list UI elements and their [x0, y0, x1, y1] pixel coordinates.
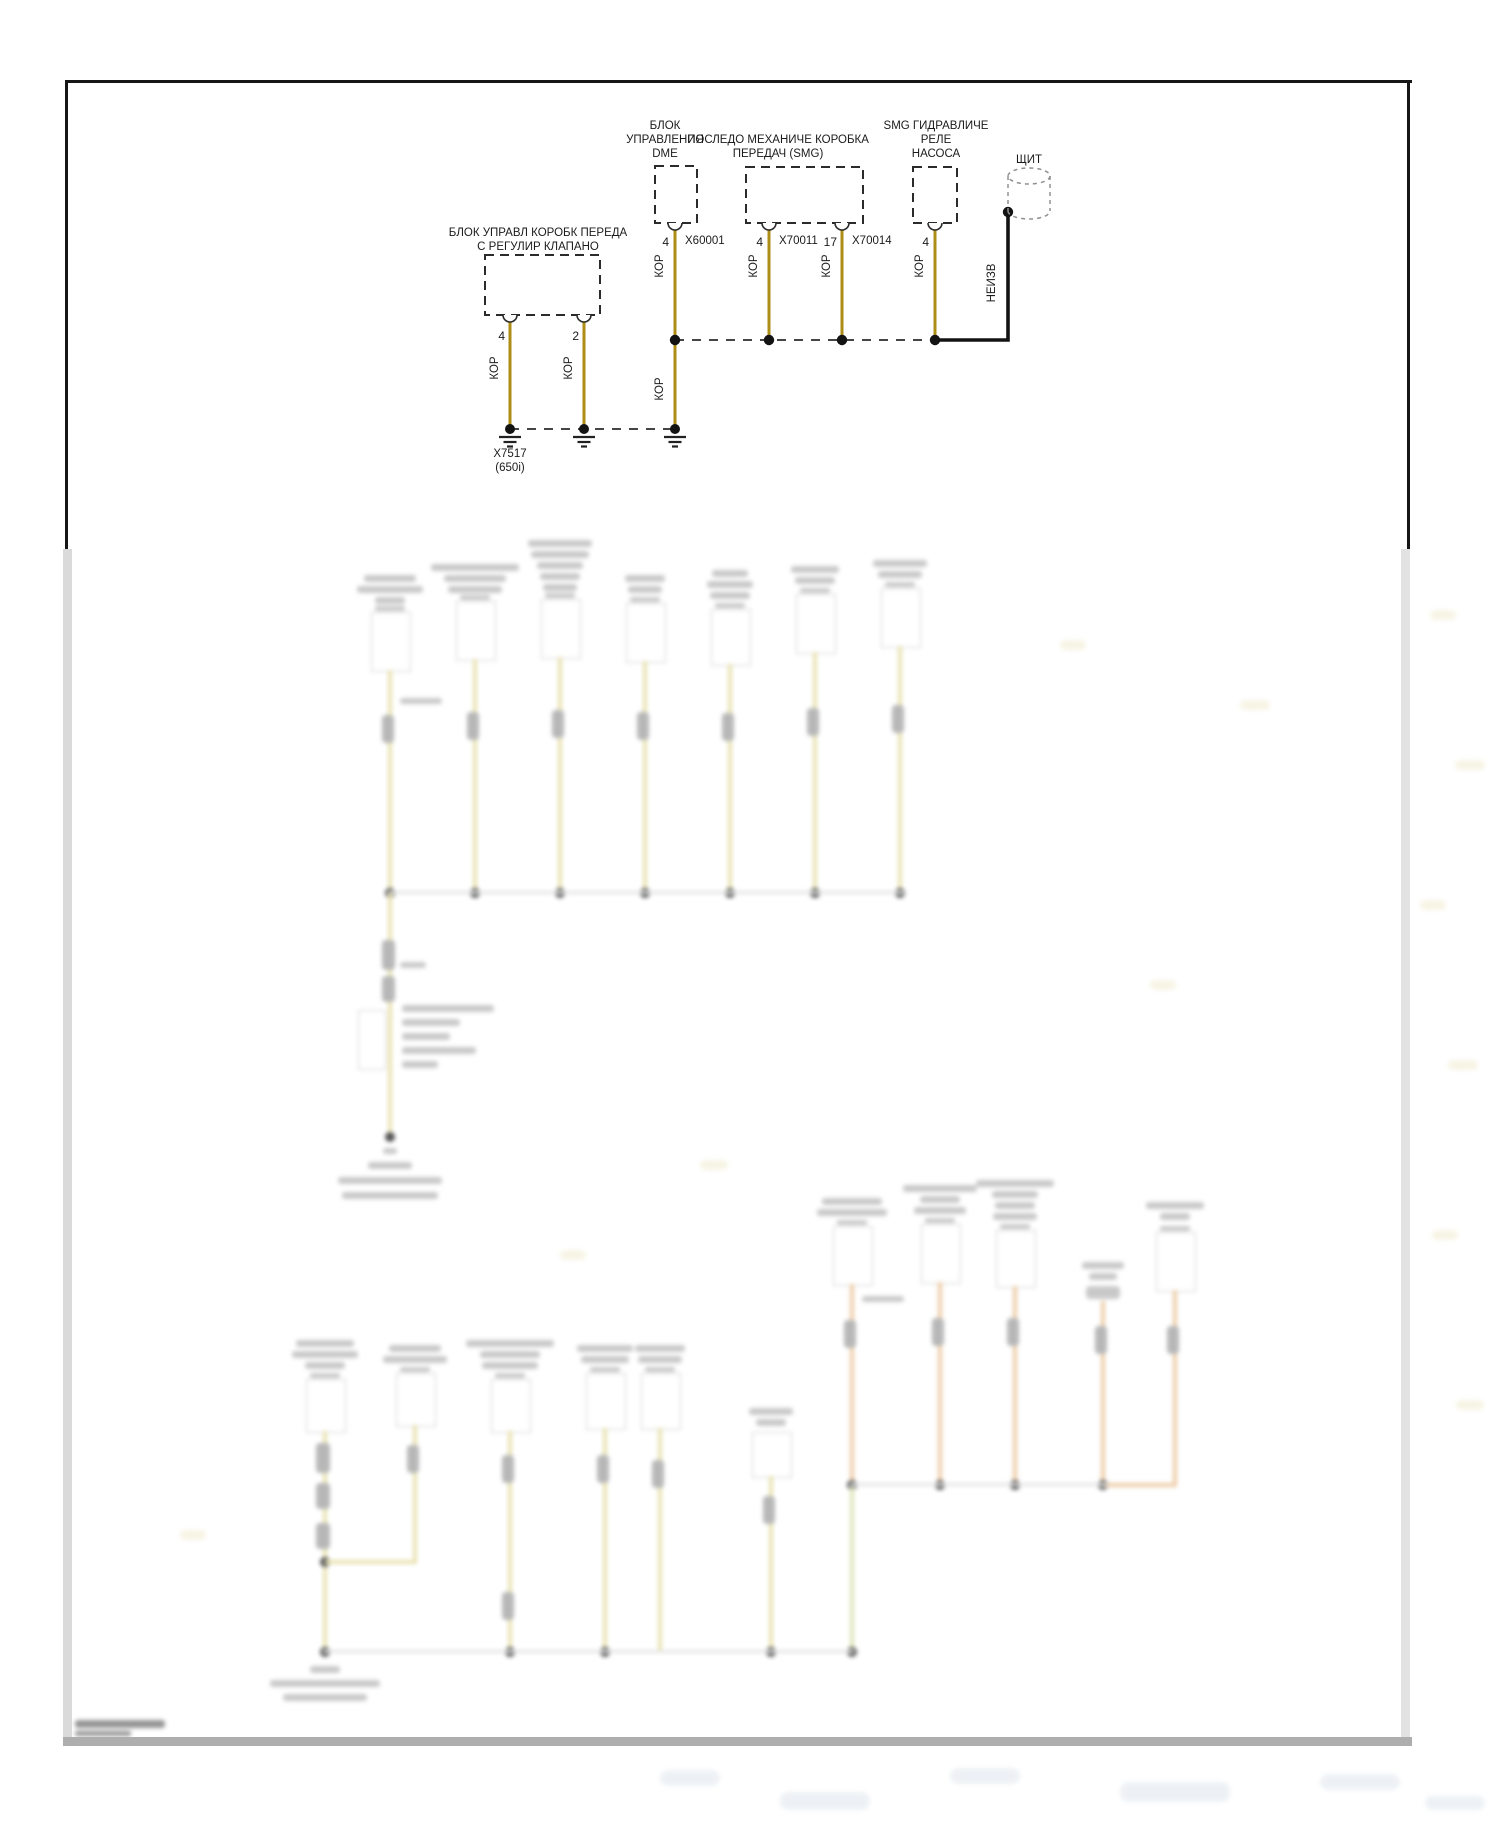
pin-notch-relay-4	[928, 223, 942, 230]
faded-shape	[645, 1367, 675, 1372]
junction-dot	[930, 335, 940, 345]
tcu-component-box	[485, 255, 600, 315]
faded-shape	[1095, 1326, 1107, 1354]
faded-shape	[995, 1202, 1035, 1209]
pin-notch-smg-17	[835, 223, 849, 230]
faded-shape	[402, 1061, 438, 1068]
faded-shape	[795, 577, 835, 584]
faded-shape	[306, 1379, 346, 1433]
faded-shape	[383, 1356, 447, 1363]
faded-shape	[480, 1351, 540, 1358]
faded-shape	[388, 670, 392, 893]
wire-color-label: КОР	[821, 254, 833, 278]
faded-shape	[850, 1487, 854, 1652]
faded-shape	[752, 1432, 792, 1478]
faded-shape	[850, 1284, 854, 1487]
faded-shape	[400, 1367, 430, 1372]
faded-shape	[342, 1192, 438, 1199]
faded-shape	[641, 1373, 681, 1430]
faded-shape	[597, 1455, 609, 1483]
faded-shape	[540, 573, 580, 580]
faded-shape	[938, 1282, 942, 1487]
faded-shape	[817, 1209, 887, 1216]
faded-shape	[382, 976, 395, 1002]
smg-label-line1: ПОСЛЕДО МЕХАНИЧЕ КОРОБКА	[687, 134, 869, 146]
pump-relay-label-line2: РЕЛЕ	[920, 134, 952, 146]
smg-component-box	[746, 167, 863, 223]
pin-notch-tcu-4	[503, 315, 517, 322]
faded-shape	[822, 1198, 882, 1205]
faded-shape	[1160, 1226, 1190, 1231]
faded-shape	[1425, 1796, 1485, 1810]
faded-shape	[491, 1379, 531, 1433]
faded-shape	[270, 1680, 380, 1687]
faded-shape	[712, 570, 748, 577]
page-border-right-faded	[1401, 549, 1410, 1739]
pin-number: 4	[662, 235, 669, 249]
faded-shape	[1456, 1400, 1484, 1410]
faded-shape	[1007, 1318, 1019, 1346]
faded-shape	[388, 891, 904, 894]
faded-shape	[75, 1720, 165, 1728]
faded-shape	[1000, 1224, 1030, 1229]
faded-shape	[586, 1373, 626, 1430]
faded-shape	[710, 592, 750, 599]
pin-number: 17	[823, 235, 837, 249]
ground-connector-variant: (650i)	[495, 462, 525, 474]
faded-shape	[837, 1220, 867, 1225]
pin-number: 4	[756, 235, 763, 249]
faded-shape	[628, 586, 662, 593]
wire-color-label: КОР	[914, 254, 926, 278]
faded-shape	[305, 1362, 345, 1369]
faded-shape	[950, 1768, 1020, 1784]
faded-shape	[780, 1792, 870, 1810]
faded-shape	[407, 1445, 419, 1473]
faded-shape	[402, 1033, 450, 1040]
faded-shape	[833, 1226, 873, 1286]
faded-shape	[728, 664, 732, 893]
wire-color-label: КОР	[654, 377, 666, 401]
faded-shape	[1240, 700, 1270, 710]
faded-shape	[560, 1250, 586, 1260]
faded-shape	[700, 1160, 728, 1170]
ground-symbol	[499, 424, 521, 447]
ground-connector-id: X7517	[493, 448, 527, 460]
faded-shape	[1082, 1262, 1124, 1269]
faded-shape	[885, 582, 915, 587]
connector-id: X70014	[852, 235, 892, 247]
faded-shape	[1060, 640, 1086, 650]
faded-shape	[552, 710, 564, 738]
wire-color-label: КОР	[748, 254, 760, 278]
faded-shape	[796, 594, 836, 654]
faded-shape	[456, 601, 496, 661]
faded-shape	[932, 1318, 944, 1346]
tcu-label-line2: С РЕГУЛИР КЛАПАНО	[477, 241, 599, 253]
wire-color-label: КОР	[489, 356, 501, 380]
faded-shape	[1320, 1774, 1400, 1790]
faded-shape	[75, 1731, 131, 1736]
faded-shape	[643, 661, 647, 893]
faded-shape	[358, 1010, 386, 1070]
faded-shape	[545, 593, 575, 598]
faded-shape	[914, 1207, 966, 1214]
faded-shape	[807, 708, 819, 736]
ground-symbol	[573, 424, 595, 447]
faded-shape	[402, 1005, 494, 1012]
faded-shape	[993, 1213, 1037, 1220]
faded-shape	[711, 609, 751, 666]
faded-shape	[1160, 1213, 1190, 1220]
faded-shape	[528, 540, 592, 547]
faded-shape	[296, 1340, 354, 1347]
tcu-label-line1: БЛОК УПРАВЛ КОРОБК ПЕРЕДА	[448, 227, 628, 239]
faded-shape	[1455, 760, 1485, 770]
faded-shape	[813, 652, 817, 893]
faded-shape	[364, 575, 416, 582]
dme-component-box	[655, 166, 697, 223]
faded-shape	[495, 1373, 525, 1378]
faded-shape	[590, 1367, 620, 1372]
faded-shape	[316, 1523, 330, 1549]
faded-shape	[1086, 1286, 1120, 1299]
page-border-bottom	[63, 1737, 1412, 1746]
connector-id: X60001	[685, 235, 725, 247]
junction-dot	[764, 335, 774, 345]
faded-shape	[1420, 900, 1446, 910]
faded-shape	[385, 1132, 395, 1142]
faded-shape	[388, 893, 392, 1139]
pin-notch-tcu-2	[577, 315, 591, 322]
faded-shape	[992, 1191, 1038, 1198]
dme-label-line1: БЛОК	[649, 120, 681, 132]
faded-shape	[371, 612, 411, 672]
faded-shape	[756, 1419, 786, 1426]
faded-shape	[581, 1356, 629, 1363]
faded-shape	[389, 1345, 441, 1352]
faded-shape	[338, 1177, 442, 1184]
faded-shape	[791, 566, 839, 573]
faded-shape	[502, 1592, 514, 1620]
faded-shape	[638, 1356, 682, 1363]
faded-shape	[1173, 1290, 1177, 1487]
faded-shape	[903, 1185, 977, 1192]
faded-shape	[862, 1296, 904, 1302]
pin-notch-smg-4	[762, 223, 776, 230]
faded-shape	[635, 1345, 685, 1352]
faded-shape	[652, 1460, 664, 1488]
faded-shape	[996, 1230, 1036, 1288]
faded-shape	[800, 588, 830, 593]
faded-shape	[444, 575, 506, 582]
faded-shape	[400, 698, 442, 704]
faded-shape	[325, 1560, 415, 1564]
faded-shape	[431, 564, 519, 571]
faded-shape	[892, 705, 904, 733]
faded-shape	[531, 551, 589, 558]
faded-shape	[368, 1162, 412, 1169]
faded-shape	[466, 1340, 554, 1347]
faded-shape	[976, 1180, 1054, 1187]
faded-shape	[502, 1455, 514, 1483]
faded-shape	[1120, 1782, 1230, 1802]
faded-shape	[1432, 1230, 1458, 1240]
faded-shape	[925, 1218, 955, 1223]
junction-dot	[837, 335, 847, 345]
dme-label-line3: DME	[652, 148, 678, 160]
faded-shape	[316, 1443, 330, 1473]
faded-shape	[541, 599, 581, 659]
pin-number: 4	[498, 329, 505, 343]
pin-number: 2	[572, 329, 579, 343]
faded-shape	[357, 586, 423, 593]
faded-shape	[375, 597, 405, 604]
faded-shape	[382, 940, 395, 970]
faded-shape	[467, 712, 479, 740]
faded-shape	[375, 606, 405, 611]
faded-shape	[873, 560, 927, 567]
faded-shape	[626, 603, 666, 663]
pump-relay-component-box	[913, 167, 957, 223]
faded-shape	[537, 562, 583, 569]
faded-shape	[722, 713, 734, 741]
faded-shape	[292, 1351, 358, 1358]
connector-id: X70011	[779, 235, 818, 247]
faded-shape	[625, 575, 665, 582]
faded-shape	[715, 603, 745, 608]
faded-shape	[1448, 1060, 1478, 1070]
pin-number: 4	[922, 235, 929, 249]
faded-shape	[310, 1666, 340, 1673]
faded-shape	[1167, 1326, 1179, 1354]
faded-shape	[396, 1373, 436, 1427]
faded-shape	[637, 712, 649, 740]
wire-color-label: КОР	[563, 356, 575, 380]
ground-distribution-schematic	[0, 0, 1500, 520]
faded-shape	[402, 1019, 460, 1026]
faded-shape	[1103, 1483, 1177, 1487]
faded-shape	[1430, 610, 1456, 620]
pin-notch-dme-4	[668, 223, 682, 230]
wire-color-label-unknown: НЕИЗВ	[986, 263, 998, 303]
faded-shape	[482, 1362, 538, 1369]
faded-shape	[473, 659, 477, 893]
faded-shape	[1156, 1232, 1196, 1292]
faded-shape	[283, 1694, 367, 1701]
faded-shape	[921, 1224, 961, 1284]
faded-shape	[310, 1373, 340, 1378]
shield-label: ЩИТ	[1015, 154, 1043, 166]
faded-shape	[898, 646, 902, 893]
faded-shape	[881, 588, 921, 648]
smg-label-line2: ПЕРЕДАЧ (SMG)	[732, 148, 824, 160]
faded-shape	[844, 1320, 856, 1348]
faded-shape	[543, 584, 577, 591]
faded-shape	[383, 1148, 397, 1154]
faded-shape	[577, 1345, 633, 1352]
wire-color-label: КОР	[654, 254, 666, 278]
faded-shape	[316, 1483, 330, 1509]
faded-shape	[448, 586, 502, 593]
faded-shape	[1089, 1273, 1117, 1280]
faded-shape	[920, 1196, 960, 1203]
faded-shape	[1150, 980, 1176, 990]
junction-dot	[670, 335, 680, 345]
faded-shape	[558, 657, 562, 893]
ground-symbol	[664, 424, 686, 447]
faded-shape	[402, 1047, 476, 1054]
faded-shape	[1013, 1286, 1017, 1487]
faded-shape	[180, 1530, 206, 1540]
faded-shape	[382, 715, 394, 743]
faded-shape	[323, 1650, 854, 1653]
shield-cylinder-icon	[1008, 168, 1050, 219]
faded-shape	[630, 597, 660, 602]
faded-shape	[660, 1770, 720, 1786]
faded-shape	[1146, 1202, 1204, 1209]
faded-shape	[749, 1408, 793, 1415]
faded-shape	[850, 1483, 1107, 1486]
faded-shape	[400, 962, 426, 968]
faded-shape	[707, 581, 753, 588]
pump-relay-label-line1: SMG ГИДРАВЛИЧЕ	[883, 120, 989, 132]
faded-shape	[460, 595, 490, 600]
pump-relay-label-line3: НАСОСА	[911, 148, 961, 160]
page-border-left-faded	[63, 549, 72, 1739]
faded-shape	[763, 1496, 775, 1524]
faded-shape	[878, 571, 922, 578]
dme-label-line2: УПРАВЛЕНИЯ	[626, 134, 704, 146]
